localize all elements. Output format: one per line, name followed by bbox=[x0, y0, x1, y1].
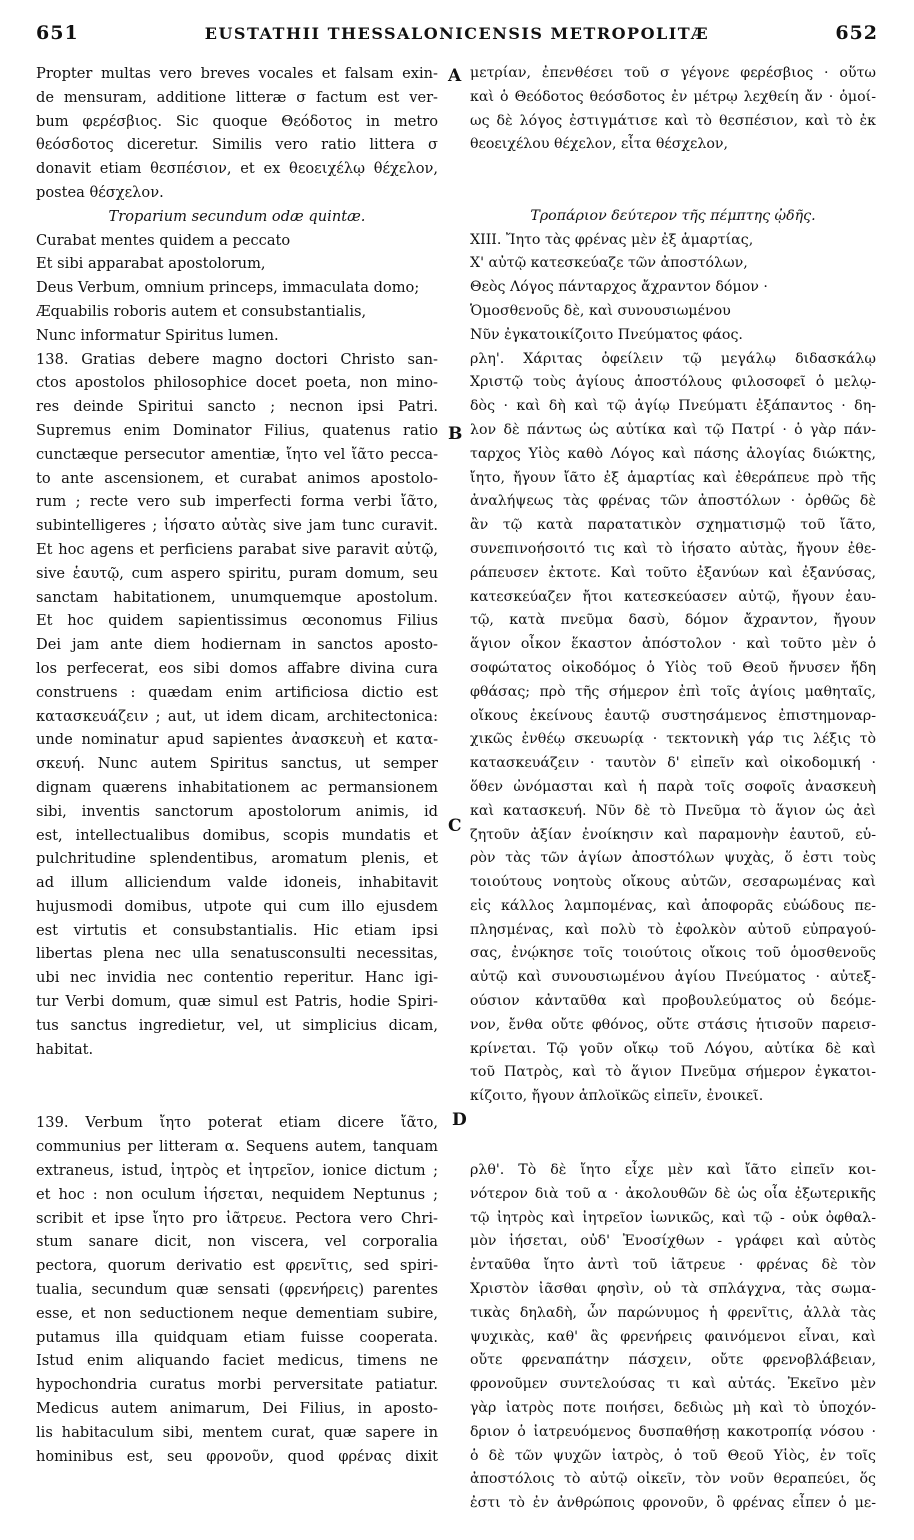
text-line: ἀποστόλοις τὸ αὐτῷ οἰκεῖν, τὸν νοῦν θεραπεύει, ὅς bbox=[470, 1471, 876, 1488]
margin-marker-c: C bbox=[448, 816, 462, 836]
text-line: τῷ, κατὰ πνεῦμα δασὺ, δόμον ἄχραντον, ἤγουν bbox=[470, 612, 876, 629]
text-line: est virtutis et consubstantialis. Hic etiam ipsi bbox=[36, 921, 438, 939]
text-line: ἐνταῦθα ἴητο ἀντὶ τοῦ ἰᾶτρευε · φρένας δὲ τὸν bbox=[470, 1257, 876, 1274]
text-line: κατεσκεύαζεν ἤτοι κατεσκεύασεν αὐτῷ, ἤγουν ἑαυ- bbox=[470, 588, 876, 605]
text-line: sanctam habitationem, unumquemque apostolum. bbox=[36, 588, 438, 606]
text-line: καὶ κατασκευή. Νῦν δὲ τὸ Πνεῦμα τὸ ἅγιον ὡς ἀεὶ bbox=[470, 802, 876, 819]
text-line: ad illum alliciendum valde idoneis, inhabitavit bbox=[36, 874, 438, 892]
text-line: κίζοιτο, ἤγουν ἁπλοϊκῶς εἰπεῖν, ἐνοικεῖ. bbox=[470, 1088, 764, 1105]
text-line: et hoc : non oculum ἰήσεται, nequidem Neptunus ; bbox=[36, 1185, 438, 1203]
greek-column bbox=[470, 62, 876, 1516]
text-line: Supremus enim Dominator Filius, quatenus ratio bbox=[36, 421, 438, 439]
text-line: ἂν τῷ κατὰ παρατατικὸν σχηματισμῷ τοῦ ἴᾶτο, bbox=[470, 517, 876, 534]
text-line: ctos apostolos philosophice docet poeta, non mino- bbox=[36, 374, 438, 392]
text-line: ἀναλήψεως τὰς φρένας τῶν ἀποστόλων · ὀρθῶς δὲ bbox=[470, 493, 876, 510]
text-line: Et hoc quidem sapientissimus œconomus Filius bbox=[36, 612, 438, 630]
text-line: τοῦ Πατρὸς, καὶ τὸ ἅγιον Πνεῦμα σήμερον ἐγκατοι- bbox=[470, 1064, 876, 1081]
text-line: νότερον διὰ τοῦ α · ἀκολουθῶν δὲ ὡς οἷα ἐξωτερικῆς bbox=[470, 1185, 876, 1202]
text-line: δριον ὁ ἰατρευόμενος δυσπαθήσῃ κακοτροπίᾳ νόσου · bbox=[470, 1423, 876, 1440]
text-line: 139. Verbum ἴητο poterat etiam dicere ἴᾶτο, bbox=[36, 1114, 438, 1132]
text-line: Χ' αὐτῷ κατεσκεύαζε τῶν ἀποστόλων, bbox=[470, 255, 748, 272]
text-line: ὅθεν ὠνόμασται καὶ ἡ παρὰ τοῖς σοφοῖς ἀνασκευὴ bbox=[470, 778, 876, 795]
text-line: res deinde Spiritui sancto ; necnon ipsi Patri. bbox=[36, 398, 438, 416]
text-line: τικὰς δηλαδὴ, ὧν παρώνυμος ἡ φρενῖτις, ἀλλὰ τὰς bbox=[470, 1304, 876, 1321]
text-line: οὔτε φρεναπάτην πάσχειν, οὔτε φρενοβλάβειαν, bbox=[470, 1352, 876, 1369]
text-line: Ὁμοσθενοῦς δὲ, καὶ συνουσιωμένου bbox=[470, 302, 731, 319]
text-line: sive ἑαυτῷ, cum aspero spiritu, puram domum, seu bbox=[36, 564, 438, 582]
text-line: χικῶς ἐνθέῳ σκευωρίᾳ · τεκτονικὴ γάρ τις λέξις τὸ bbox=[470, 731, 876, 748]
text-line: σοφώτατος οἰκοδόμος ὁ Υἱὸς τοῦ Θεοῦ ἤνυσεν ἤδη bbox=[470, 659, 876, 676]
text-line bbox=[470, 157, 876, 181]
text-line: putamus illa quidquam etiam fuisse cooperata. bbox=[36, 1328, 438, 1346]
text-line: τῷ ἰητρὸς καὶ ἰητρεῖον ἰωνικῶς, καὶ τῷ - οὐκ ὀφθαλ- bbox=[470, 1209, 876, 1226]
text-line: Θεὸς Λόγος πάνταρχος ἄχραντον δόμον · bbox=[470, 279, 768, 296]
text-line: Νῦν ἐγκατοικίζοιτο Πνεύματος φάος. bbox=[470, 326, 743, 343]
text-line: Deus Verbum, omnium princeps, immaculata domo; bbox=[36, 279, 420, 297]
latin-column bbox=[36, 62, 438, 1468]
text-line: ρλη'. Χάριτας ὀφείλειν τῷ μεγάλῳ διδασκάλῳ bbox=[470, 350, 876, 367]
text-line: scribit et ipse ἴητο pro ἰᾶτρευε. Pectora vero Chri- bbox=[36, 1209, 438, 1227]
text-line: μετρίαν, ἐπενθέσει τοῦ σ γέγονε φερέσβιος · οὕτω bbox=[470, 65, 876, 81]
text-line: σκευή. Nunc autem Spiritus sanctus, ut semper bbox=[36, 755, 438, 773]
margin-marker-d: D bbox=[452, 1110, 467, 1130]
text-line: cunctæque persecutor amentiæ, ἴητο vel ἴᾶτο pecca- bbox=[36, 445, 438, 463]
text-line: postea θέσχελον. bbox=[36, 183, 164, 201]
text-line: 138. Gratias debere magno doctori Christo san- bbox=[36, 350, 438, 368]
text-line: λον δὲ πάντως ὡς αὐτίκα καὶ τῷ Πατρί · ὁ γὰρ πάν- bbox=[470, 421, 876, 438]
text-line: subintelligeres ; ἰήσατο αὐτὰς sive jam tunc curavit. bbox=[36, 517, 438, 535]
text-line: Dei jam ante diem hodiernam in sanctos aposto- bbox=[36, 636, 438, 654]
text-line: ράπευσεν ἐκτοτε. Καὶ τοῦτο ἐξανύων καὶ ἐξανύσας, bbox=[470, 564, 876, 581]
text-line: ταρχος Υἱὸς καθὸ Λόγος καὶ πάσης ἀλογίας διώκτης, bbox=[470, 445, 876, 462]
text-line: sibi, inventis sanctorum apostolorum animis, id bbox=[36, 802, 438, 820]
text-line: θεοειχέλου θέχελον, εἶτα θέσχελον, bbox=[470, 136, 729, 153]
text-line: κρίνεται. Τῷ γοῦν οἴκῳ τοῦ Λόγου, αὐτίκα δὲ καὶ bbox=[470, 1040, 876, 1057]
text-line: θεόσδοτος diceretur. Similis vero ratio littera σ bbox=[36, 136, 438, 154]
text-line: μὸν ἰήσεται, οὐδ' Ἐνοσίχθων - γράφει καὶ αὐτὸς bbox=[470, 1233, 876, 1250]
text-line: πλησμένας, καὶ πολὺ τὸ ἐφολκὸν αὐτοῦ εὐπραγού- bbox=[470, 921, 876, 938]
text-line: αὐτῷ καὶ συνουσιωμένου ἁγίου Πνεύματος · αὐτεξ- bbox=[470, 969, 876, 986]
text-line bbox=[470, 181, 876, 205]
margin-marker-b: B bbox=[448, 424, 463, 444]
text-line: Istud enim aliquando faciet medicus, timens ne bbox=[36, 1352, 438, 1370]
text-line: δὸς · καὶ δὴ καὶ τῷ ἁγίῳ Πνεύματι ἐξάπαντος · δη- bbox=[470, 398, 876, 415]
text-line: to ante ascensionem, et curabat animos apostolo- bbox=[36, 469, 438, 487]
text-line: habitat. bbox=[36, 1040, 94, 1058]
text-line: Curabat mentes quidem a peccato bbox=[36, 231, 291, 249]
text-line: φρονοῦμεν συντελούσας τι καὶ αὐτάς. Ἐκεῖνο μὲν bbox=[470, 1376, 876, 1393]
text-line: extraneus, istud, ἰητρὸς et ἰητρεῖον, ionice dictum ; bbox=[36, 1162, 438, 1180]
text-line: Et sibi apparabat apostolorum, bbox=[36, 255, 266, 273]
text-line: γὰρ ἰατρὸς ποτε ποιήσει, δεδιὼς μὴ καὶ τὸ ὑποχόν- bbox=[470, 1400, 876, 1417]
text-line: pectora, quorum derivatio est φρενῖτις, sed spiri- bbox=[36, 1257, 438, 1275]
running-title: EUSTATHII THESSALONICENSIS METROPOLITÆ bbox=[204, 24, 710, 43]
text-line: Troparium secundum odæ quintæ. bbox=[108, 207, 366, 225]
text-line: Χριστὸν ἰᾶσθαι φησὶν, οὐ τὰ σπλάγχνα, τὰς σωμα- bbox=[470, 1281, 876, 1298]
text-line: κατασκευάζειν ; aut, ut idem dicam, architectonica: bbox=[36, 707, 438, 725]
right-page-number: 652 bbox=[835, 22, 878, 44]
text-line: ρὸν τὰς τῶν ἁγίων ἀποστόλων ψυχὰς, ὅ ἐστι τοὺς bbox=[470, 850, 876, 867]
text-line: εἰς κάλλος λαμπομένας, καὶ ἀποφορᾶς εὐώδους πε- bbox=[470, 897, 876, 914]
text-line: bum φερέσβιος. Sic quoque Θεόδοτος in metro bbox=[36, 112, 438, 130]
text-line: XIII. Ἴητο τὰς φρένας μὲν ἐξ ἁμαρτίας, bbox=[470, 231, 754, 248]
text-line: Medicus autem animarum, Dei Filius, in aposto- bbox=[36, 1400, 438, 1418]
text-line: los perfecerat, eos sibi domos affabre divina cura bbox=[36, 659, 438, 677]
text-line: donavit etiam θεσπέσιον, et ex θεοειχέλῳ θέχελον, bbox=[36, 160, 438, 178]
text-line: ὁ δὲ τῶν ψυχῶν ἰατρὸς, ὁ τοῦ Θεοῦ Υἱὸς, ἐν τοῖς bbox=[470, 1447, 876, 1464]
text-line: ρλθ'. Τὸ δὲ ἴητο εἶχε μὲν καὶ ἴᾶτο εἰπεῖν κοι- bbox=[470, 1162, 876, 1179]
text-line: ως δὲ λόγος ἐστιγμάτισε καὶ τὸ θεσπέσιον, καὶ τὸ ἐκ bbox=[470, 112, 876, 129]
latin-text-block bbox=[36, 1111, 438, 1468]
text-line: pulchritudine splendentibus, aromatum plenis, et bbox=[36, 850, 438, 868]
text-line: dignam quærens inhabitationem ac permansionem bbox=[36, 778, 438, 796]
section-gap bbox=[470, 1109, 876, 1159]
text-line: tur Verbi domum, quæ simul est Patris, hodie Spiri- bbox=[36, 993, 438, 1011]
text-line: ἴητο, ἤγουν ἴᾶτο ἐξ ἁμαρτίας καὶ ἐθεράπευε πρὸ τῆς bbox=[470, 469, 876, 486]
text-line: unde nominatur apud sapientes ἀνασκευὴ et κατα- bbox=[36, 731, 438, 749]
text-line: ἐστι τὸ ἐν ἀνθρώποις φρονοῦν, ὃ φρένας εἶπεν ὁ με- bbox=[470, 1495, 876, 1512]
greek-text-block bbox=[470, 62, 876, 1109]
text-line: hominibus est, seu φρονοῦν, quod φρένας dixit bbox=[36, 1447, 438, 1465]
greek-text-block bbox=[470, 1159, 876, 1516]
text-line: communius per litteram α. Sequens autem, tanquam bbox=[36, 1138, 438, 1156]
left-page-number: 651 bbox=[36, 22, 79, 44]
text-line: construens : quædam enim artificiosa dictio est bbox=[36, 683, 438, 701]
text-line: οἴκους ἐκείνους ἑαυτῷ συστησάμενος ἐπιστημοναρ- bbox=[470, 707, 876, 724]
text-line: de mensuram, additione litteræ σ factum est ver- bbox=[36, 88, 438, 106]
text-line: ψυχικὰς, καθ' ἃς φρενήρεις φαινόμενοι εἶναι, καὶ bbox=[470, 1328, 876, 1345]
text-line: stum sanare dicit, non viscera, vel corporalia bbox=[36, 1233, 438, 1251]
text-line: συνεπινοήσοιτό τις καὶ τὸ ἰήσατο αὐτὰς, ἤγουν ἐθε- bbox=[470, 540, 876, 557]
text-line: σας, ἐνῴκησε τοῖς τοιούτοις οἴκοις τοῦ ὁμοσθενοῦς bbox=[470, 945, 876, 962]
text-line: esse, et non seductionem neque dementiam subire, bbox=[36, 1304, 438, 1322]
text-line: ούσιον κἀνταῦθα καὶ προβουλεύματος οὐ δεόμε- bbox=[470, 993, 876, 1010]
running-header bbox=[36, 22, 878, 50]
text-line: tualia, secundum quæ sensati (φρενήρεις) parentes bbox=[36, 1281, 438, 1299]
text-line: hypochondria curatus morbi perversitate patiatur. bbox=[36, 1376, 438, 1394]
text-line: hujusmodi domibus, utpote qui cum illo ejusdem bbox=[36, 897, 438, 915]
text-line: Æquabilis roboris autem et consubstantialis, bbox=[36, 302, 367, 320]
text-line: Et hoc agens et perficiens parabat sive paravit αὐτῷ, bbox=[36, 540, 438, 558]
text-line: tus sanctus ingredietur, vel, ut simplicius dicam, bbox=[36, 1016, 438, 1034]
text-line: κατασκευάζειν · ταυτὸν δ' εἰπεῖν καὶ οἰκοδομική · bbox=[470, 755, 876, 772]
text-line: Χριστῷ τοὺς ἁγίους ἀποστόλους φιλοσοφεῖ ὁ μελῳ- bbox=[470, 374, 876, 391]
text-line: rum ; recte vero sub imperfecti forma verbi ἴᾶτο, bbox=[36, 493, 438, 511]
text-line: τοιούτους νοητοὺς οἴκους αὐτῶν, σεσαρωμένας καὶ bbox=[470, 874, 876, 891]
text-line: ἅγιον οἶκον ἕκαστον ἀπόστολον · καὶ τοῦτο μὲν ὁ bbox=[470, 636, 876, 653]
text-line: est, intellectualibus domibus, scopis mundatis et bbox=[36, 826, 438, 844]
text-line: Propter multas vero breves vocales et falsam exin- bbox=[36, 65, 438, 82]
margin-marker-a: A bbox=[448, 66, 462, 86]
text-line: φθάσας; πρὸ τῆς σήμερον ἐπὶ τοῖς ἁγίοις μαθηταῖς, bbox=[470, 683, 876, 700]
text-line: νον, ἔνθα οὔτε φθόνος, οὔτε στάσις ἡτισοῦν παρεισ- bbox=[470, 1016, 876, 1033]
text-line: καὶ ὁ Θεόδοτος θεόσδοτος ἐν μέτρῳ λεχθείη ἄν · ὁμοί- bbox=[470, 88, 876, 105]
text-line: ubi nec invidia nec contentio reperitur. Hanc igi- bbox=[36, 969, 438, 987]
text-line: ζητοῦν ἀξίαν ἐνοίκησιν καὶ παραμονὴν ἑαυτοῦ, εὑ- bbox=[470, 826, 876, 843]
latin-text-block bbox=[36, 62, 438, 1061]
section-gap bbox=[36, 1061, 438, 1111]
text-line: Τροπάριον δεύτερον τῆς πέμπτης ᾠδῆς. bbox=[530, 207, 816, 224]
text-line: lis habitaculum sibi, mentem curat, quæ sapere in bbox=[36, 1423, 438, 1441]
text-line: libertas plena nec ulla senatusconsulti necessitas, bbox=[36, 945, 438, 963]
text-line: Nunc informatur Spiritus lumen. bbox=[36, 326, 279, 344]
